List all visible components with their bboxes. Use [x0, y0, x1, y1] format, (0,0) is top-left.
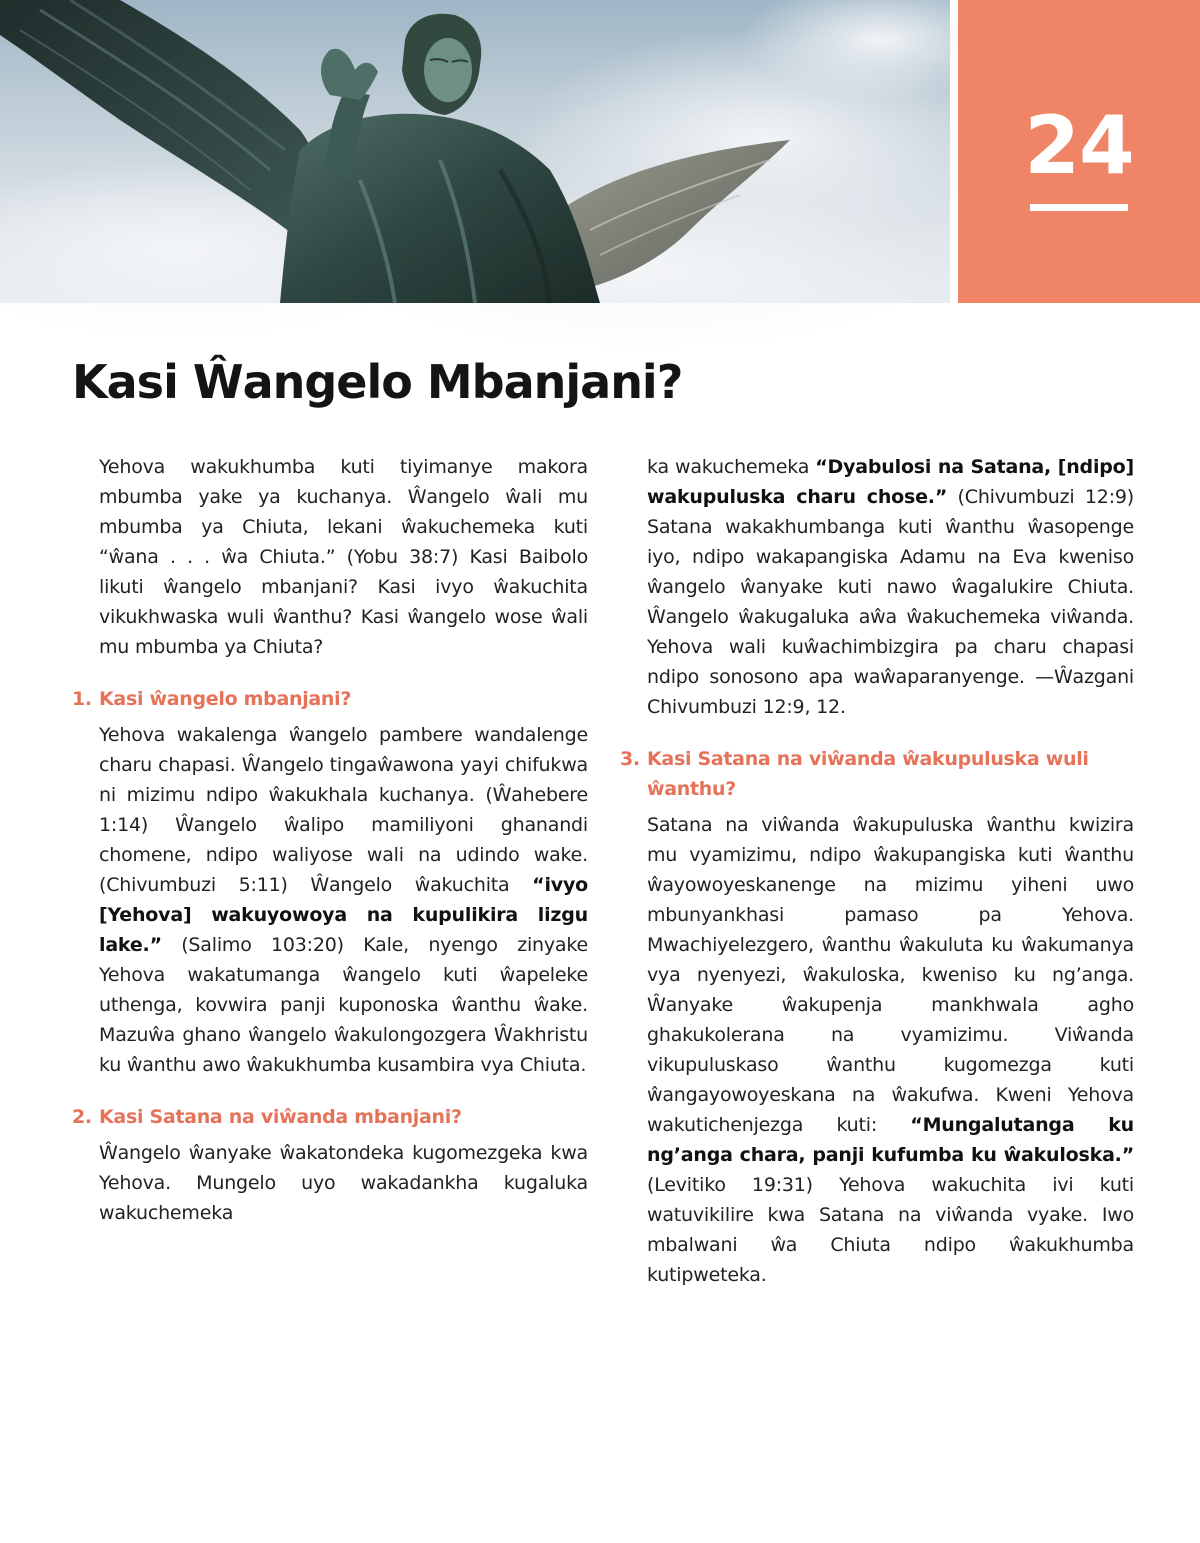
answer-3-paragraph [620, 810, 1134, 1290]
question-1 [72, 684, 588, 714]
hero-image [0, 0, 950, 303]
question-2-text: Kasi Satana na viŵanda mbanjani? [99, 1106, 462, 1128]
angel-statue-image [0, 0, 950, 303]
answer-2-paragraph-start [72, 1138, 588, 1224]
question-1-number: 1. [72, 688, 92, 710]
right-column [620, 452, 1134, 1290]
question-3-number: 3. [620, 748, 640, 770]
answer-2-continuation-lead: ka wakuchemeka [647, 456, 816, 478]
chapter-number: 24 [1024, 99, 1134, 192]
answer-3-text-before: Satana na viŵanda ŵakupuluska ŵanthu kwizira mu vyamizimu, ndipo ŵakupangiska kuti ŵanthu ŵayowoyeskanenge na mizimu yiheni uwo mbunyankhasi pamaso pa Yehova. Mwachiyelezgero, ŵanthu ŵakuluta ku ŵakumanya vya nyenyezi, ŵakuloska, kweniso ku ng’anga. Ŵanyake ŵakupenja mankhwala agho ghakukolerana na vyamizimu. Viŵanda vikupuluskaso ŵanthu kugomezga kuti ŵangayowoyeskana na ŵakufwa. Kweni Yehova wakutichenjezga kuti: [647, 814, 1134, 1136]
answer-2-paragraph-continued [620, 452, 1134, 722]
question-2 [72, 1102, 588, 1132]
chapter-number-underline [1030, 204, 1128, 211]
chapter-number-box [958, 0, 1200, 303]
question-2-number: 2. [72, 1106, 92, 1128]
question-3-text: Kasi Satana na viŵanda ŵakupuluska wuli ŵanthu? [647, 748, 1089, 800]
answer-1-bold-quote: “ivyo [Yehova] wakuyowoya na kupulikira lizgu lake.” [99, 874, 588, 956]
intro-paragraph: Yehova wakukhumba kuti tiyimanye makora mbumba yake ya kuchanya. Ŵangelo ŵali mu mbumba ya Chiuta, lekani ŵakuchemeka kuti “ŵana . . . ŵa Chiuta.” (Yobu 38:7) Kasi Baibolo likuti ŵangelo mbanjani? Kasi ivyo ŵakuchita vikukhwaska wuli ŵanthu? Kasi ŵangelo wose ŵali mu mbumba ya Chiuta? [99, 456, 588, 658]
answer-3-bold-quote: “Mungalutanga ku ng’anga chara, panji kufumba ku ŵakuloska.” [647, 1114, 1134, 1166]
answer-1-text-after: (Salimo 103:20) Kale, nyengo zinyake Yehova wakatumanga ŵangelo kuti ŵapeleke uthenga, kovwira panji kuponoska ŵanthu ŵake. Mazuŵa ghano ŵangelo ŵakulongozgera Ŵakhristu ku ŵanthu awo ŵakukhumba kusambira vya Chiuta. [99, 934, 588, 1076]
answer-2-text-before: Ŵangelo ŵanyake ŵakatondeka kugomezgeka kwa Yehova. Mungelo uyo wakadankha kugaluka wakuchemeka [99, 1142, 588, 1224]
answer-1-text-before: Yehova wakalenga ŵangelo pambere wandalenge charu chapasi. Ŵangelo tingaŵawona yayi chifukwa ni mizimu ndipo ŵakukhala kuchanya. (Ŵahebere 1:14) Ŵangelo ŵalipo mamiliyoni ghanandi chomene, ndipo waliyose wali na udindo wake. (Chivumbuzi 5:11) Ŵangelo ŵakuchita [99, 724, 588, 896]
answer-1-paragraph [72, 720, 588, 1080]
question-1-text: Kasi ŵangelo mbanjani? [99, 688, 352, 710]
answer-2-text-after: (Chivumbuzi 12:9) Satana wakakhumbanga kuti ŵanthu ŵasopenge iyo, ndipo wakapangiska Adamu na Eva kweniso ŵangelo ŵanyake kuti nawo ŵagalukire Chiuta. Ŵangelo ŵakugaluka aŵa ŵakuchemeka viŵanda. Yehova wali kuŵachimbizgira pa charu chapasi ndipo sonosono apa waŵaparanyenge. —Ŵazgani Chivumbuzi 12:9, 12. [647, 486, 1134, 718]
left-column [72, 452, 588, 1224]
question-3 [620, 744, 1134, 804]
answer-3-text-after: (Levitiko 19:31) Yehova wakuchita ivi kuti watuvikilire kwa Satana na viŵanda vyake. Iwo mbalwani ŵa Chiuta ndipo ŵakukhumba kutipweteka. [647, 1174, 1134, 1286]
page-title: Kasi Ŵangelo Mbanjani? [72, 355, 683, 409]
answer-2-bold-quote: “Dyabulosi na Satana, [ndipo] wakupuluska charu chose.” [647, 456, 1134, 508]
